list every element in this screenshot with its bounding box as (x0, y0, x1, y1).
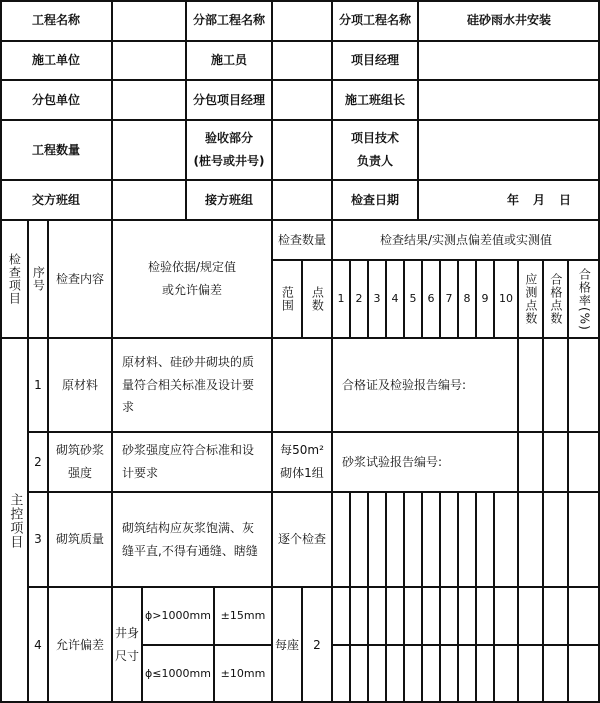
subcontract-manager-label: 分包项目经理 (192, 92, 265, 107)
grid-line (332, 644, 600, 646)
col-content: 检查内容 (55, 271, 104, 286)
subitem-name-label: 分项工程名称 (338, 13, 411, 28)
col-basis-line-1: 检验依据/规定值 (147, 260, 237, 275)
row-1-result-note: 合格证及检验报告编号: (342, 377, 467, 392)
point-number-2: 2 (355, 291, 363, 305)
row-4-content: 允许偏差 (55, 637, 104, 652)
date-day: 日 (559, 192, 572, 207)
acceptance-part-line-2: (桩号或井号) (193, 154, 265, 168)
grid-line (367, 492, 369, 703)
col-points: 点数 (310, 286, 325, 312)
col-check-item: 检查项目 (7, 253, 22, 305)
row-2-no: 2 (34, 454, 42, 469)
acceptance-part-label (186, 120, 272, 180)
grid-line (385, 492, 387, 703)
col-should-measure: 应测点数 (523, 273, 538, 325)
row-2-basis: 砂浆强度应符合标准和设计要求 (122, 443, 255, 480)
project-manager-label: 项目经理 (350, 53, 399, 68)
row-4-tolerance-1: ±15mm (220, 608, 266, 622)
row-3-content: 砌筑质量 (55, 532, 104, 547)
grid-line (421, 492, 423, 703)
point-number-10: 10 (499, 291, 513, 305)
date-year: 年 (506, 192, 519, 207)
check-date-value (418, 180, 600, 220)
point-number-6: 6 (427, 291, 435, 305)
point-number-5: 5 (409, 291, 417, 305)
project-name-label: 工程名称 (31, 13, 80, 28)
division-name-label: 分部工程名称 (192, 13, 265, 28)
col-results: 检查结果/实测点偏差值或实测值 (379, 232, 553, 247)
col-qualified-points: 合格点数 (548, 273, 563, 325)
col-pass-rate: 合格率(%) (577, 267, 592, 331)
grid-line (349, 492, 351, 703)
point-number-3: 3 (373, 291, 381, 305)
row-1-basis: 原材料、硅砂井砌块的质量符合相关标准及设计要求 (122, 354, 255, 415)
grid-line (439, 492, 441, 703)
col-basis-line-2: 或允许偏差 (161, 283, 222, 297)
quantity-label: 工程数量 (31, 142, 80, 157)
row-2-result-note: 砂浆试验报告编号: (342, 454, 443, 469)
grid-line (457, 492, 459, 703)
row-4-range: 每座 (274, 637, 299, 652)
construction-worker-label: 施工员 (210, 53, 247, 68)
col-basis (112, 220, 272, 338)
team-leader-label: 施工班组长 (344, 92, 405, 107)
acceptance-part-line-1: 验收部分 (204, 131, 253, 146)
receiving-team-label: 接方班组 (204, 192, 253, 207)
handover-team-label: 交方班组 (31, 192, 80, 207)
row-3-range: 逐个检查 (277, 532, 326, 547)
grid-line (403, 492, 405, 703)
grid-line (493, 492, 495, 703)
tech-lead-line-2: 负责人 (356, 154, 393, 168)
subitem-name-value: 硅砂雨水井安装 (466, 13, 551, 28)
row-3-basis: 砌筑结构应灰浆饱满、灰缝平直,不得有通缝、瞎缝 (122, 520, 258, 558)
col-seq-no: 序号 (31, 266, 46, 292)
grid-line (475, 492, 477, 703)
tech-lead-label (332, 120, 418, 180)
row-2-content: 砌筑砂浆强度 (56, 443, 105, 480)
row-2-range: 每50m²砌体1组 (280, 443, 324, 480)
date-month: 月 (532, 192, 545, 207)
col-check-qty: 检查数量 (277, 232, 326, 247)
row-1-no: 1 (34, 377, 42, 392)
point-number-7: 7 (445, 291, 453, 305)
row-4-points: 2 (313, 637, 321, 652)
row-4-no: 4 (34, 637, 42, 652)
tech-lead-line-1: 项目技术 (350, 131, 399, 146)
row-4-sub-label: 井身尺寸 (115, 626, 140, 663)
main-control-label: 主控项目 (7, 492, 23, 549)
row-1-content: 原材料 (61, 377, 98, 392)
grid-line (542, 338, 544, 703)
col-range: 范围 (280, 286, 295, 312)
row-3-no: 3 (34, 532, 42, 547)
grid-line (567, 338, 569, 703)
check-date-label: 检查日期 (350, 192, 399, 207)
row-4-condition-1: ϕ>1000mm (145, 608, 211, 622)
construction-unit-label: 施工单位 (31, 53, 80, 68)
row-4-tolerance-2: ±10mm (220, 666, 266, 680)
point-number-8: 8 (463, 291, 471, 305)
point-number-9: 9 (481, 291, 489, 305)
point-number-1: 1 (337, 291, 345, 305)
row-4-condition-2: ϕ≤1000mm (145, 666, 211, 680)
point-number-4: 4 (391, 291, 399, 305)
subcontract-unit-label: 分包单位 (31, 92, 80, 107)
